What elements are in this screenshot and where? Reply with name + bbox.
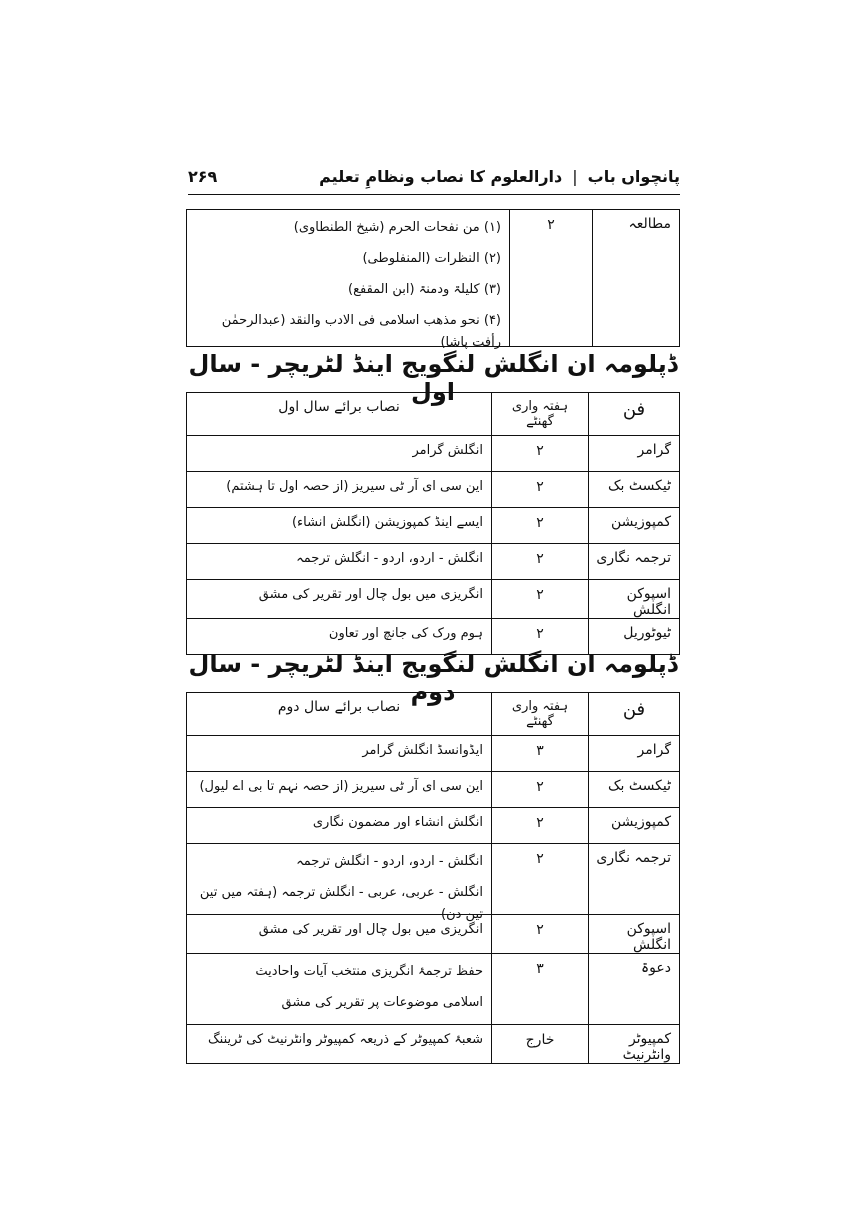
course-line: (۴) نحو مذھب اسلامی فی الادب والنقد (عبدالرحمٰن رأفت پاشا): [221, 313, 501, 350]
course-cell: شعبۂ کمپیوٹر کے ذریعہ کمپیوٹر وانٹرنیٹ کی ٹریننگ: [187, 1025, 492, 1064]
course-line: انگلش - عربی، عربی - انگلش ترجمہ (ہفتہ میں تین تین دن): [199, 885, 483, 922]
course-header: نصاب برائے سال دوم: [187, 693, 492, 736]
table-row: [187, 1025, 680, 1064]
course-cell: انگلش انشاء اور مضمون نگاری: [187, 808, 492, 844]
table-row: [187, 210, 680, 347]
page-number: ۲۶۹: [188, 166, 218, 186]
fan-cell: کمپیوٹر وانٹرنیٹ: [589, 1025, 680, 1064]
course-line: (۲) النظرات (المنفلوطی): [362, 251, 501, 266]
year1-table: [186, 392, 680, 655]
fan-cell: گرامر: [589, 736, 680, 772]
course-cell: این سی ای آر ٹی سیریز (از حصہ اول تا ہشتم): [187, 472, 492, 508]
book-title: دارالعلوم کا نصاب ونظامِ تعلیم: [319, 166, 563, 186]
fan-cell: ٹیکسٹ بک: [589, 772, 680, 808]
hours-cell: ۲: [492, 472, 589, 508]
course-cell: [187, 210, 510, 350]
table-row: [187, 580, 680, 619]
course-cell: انگریزی میں بول چال اور تقریر کی مشق: [187, 580, 492, 619]
header-separator: |: [572, 166, 578, 186]
table-row: [187, 508, 680, 544]
hours-cell: ۳: [492, 954, 589, 1025]
table-row: [187, 436, 680, 472]
course-cell: انگلش گرامر: [187, 436, 492, 472]
header-rule: [188, 194, 680, 195]
fan-cell: کمپوزیشن: [589, 808, 680, 844]
table-header-row: [187, 393, 680, 436]
fan-cell: ترجمہ نگاری: [589, 544, 680, 580]
table-row: [187, 808, 680, 844]
table-row: [187, 844, 680, 915]
fan-cell: اسپوکن انگلش: [589, 580, 680, 619]
table-row: [187, 544, 680, 580]
table-row: [187, 736, 680, 772]
hours-header: ہفتہ واری گھنٹے: [492, 393, 589, 436]
course-cell: انگلش - اردو، اردو - انگلش ترجمہ: [187, 544, 492, 580]
course-cell: [187, 844, 492, 922]
fan-cell: گرامر: [589, 436, 680, 472]
course-line: (۳) کلیلۃ ودمنۃ (ابن المقفع): [348, 282, 501, 297]
year1-title: ڈپلومہ ان انگلش لنگویج اینڈ لٹریچر - سال اول: [188, 350, 678, 406]
fan-cell: کمپوزیشن: [589, 508, 680, 544]
course-cell: ایسے اینڈ کمپوزیشن (انگلش انشاء): [187, 508, 492, 544]
table-header-row: [187, 693, 680, 736]
fan-cell: دعوۃ: [589, 954, 680, 1025]
course-cell: [187, 954, 492, 1025]
hours-cell: ۲: [492, 508, 589, 544]
hours-cell: خارج: [492, 1025, 589, 1064]
course-line: انگلش - اردو، اردو - انگلش ترجمہ: [296, 854, 483, 869]
page-header: [188, 160, 680, 192]
course-header: نصاب برائے سال اول: [187, 393, 492, 436]
hours-cell: ۲: [492, 619, 589, 655]
course-cell: ایڈوانسڈ انگلش گرامر: [187, 736, 492, 772]
year2-table: [186, 692, 680, 1064]
fan-cell: ترجمہ نگاری: [589, 844, 680, 915]
table-row: [187, 472, 680, 508]
table-row: [187, 772, 680, 808]
year2-title: ڈپلومہ ان انگلش لنگویج اینڈ لٹریچر - سال دوم: [188, 650, 678, 706]
fan-cell: ٹیوٹوریل: [589, 619, 680, 655]
course-cell: این سی ای آر ٹی سیریز (از حصہ نہم تا بی اے لیول): [187, 772, 492, 808]
hours-cell: ۲: [510, 210, 593, 347]
table-row: [187, 954, 680, 1025]
mutalaa-table: [186, 209, 680, 350]
course-line: اسلامی موضوعات پر تقریر کی مشق: [281, 995, 483, 1010]
course-cell: انگریزی میں بول چال اور تقریر کی مشق: [187, 915, 492, 954]
hours-cell: ۲: [492, 772, 589, 808]
fan-cell: مطالعہ: [593, 210, 680, 347]
hours-cell: ۲: [492, 915, 589, 954]
course-line: (۱) من نفحات الحرم (شیخ الطنطاوی): [293, 220, 501, 235]
hours-cell: ۲: [492, 436, 589, 472]
table-row: [187, 915, 680, 954]
fan-header: فن: [589, 693, 680, 736]
fan-header: فن: [589, 393, 680, 436]
hours-cell: ۳: [492, 736, 589, 772]
hours-header: ہفتہ واری گھنٹے: [492, 693, 589, 736]
hours-cell: ۲: [492, 580, 589, 619]
course-cell: ہوم ورک کی جانچ اور تعاون: [187, 619, 492, 655]
hours-cell: ۲: [492, 808, 589, 844]
hours-cell: ۲: [492, 544, 589, 580]
hours-cell: ۲: [492, 844, 589, 915]
fan-cell: اسپوکن انگلش: [589, 915, 680, 954]
fan-cell: ٹیکسٹ بک: [589, 472, 680, 508]
course-line: حفظ ترجمۂ انگریزی منتخب آیات واحادیث: [255, 964, 483, 979]
chapter-label: پانچواں باب: [587, 166, 680, 186]
